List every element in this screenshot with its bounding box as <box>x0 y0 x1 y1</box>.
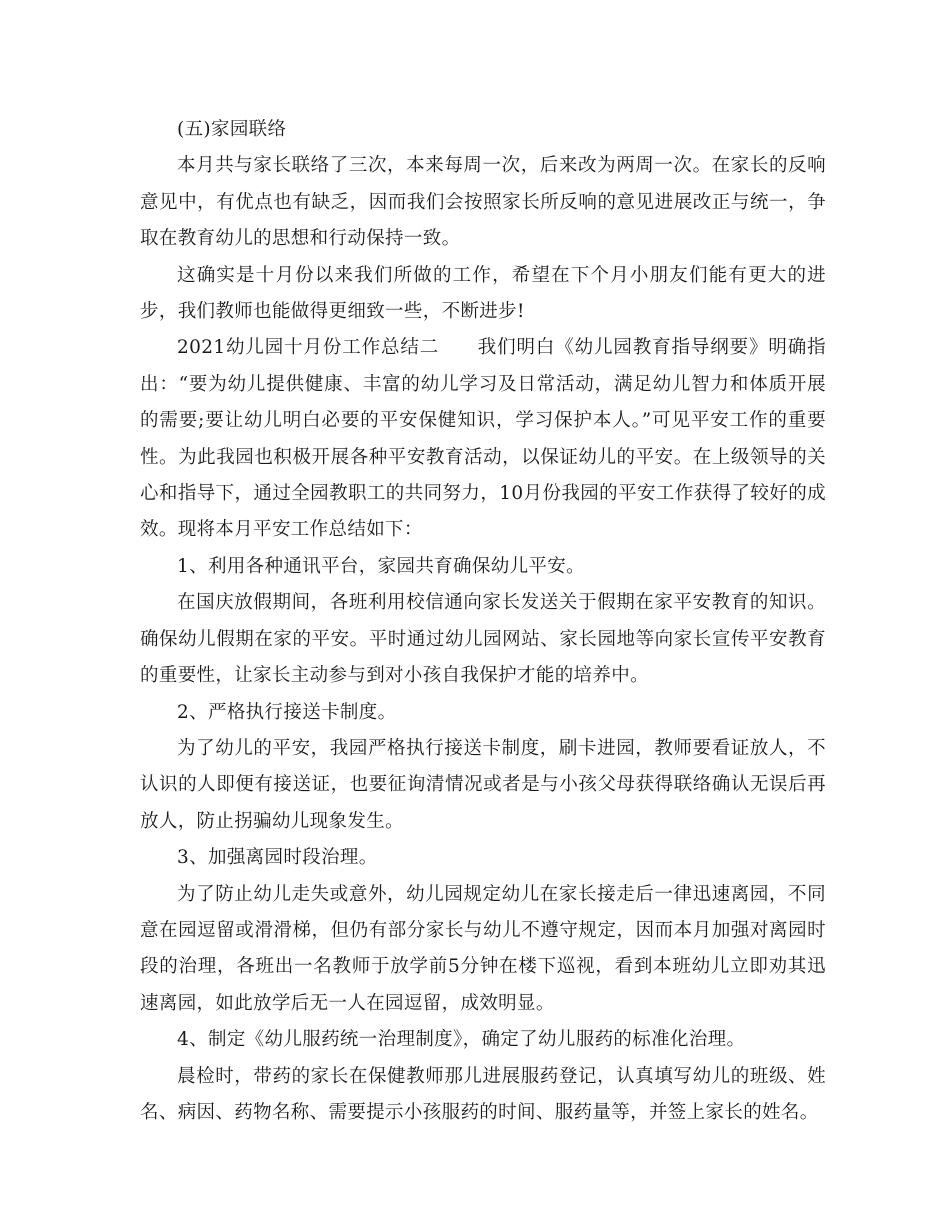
paragraph-text: 我们明白《幼儿园教育指导纲要》明确指出：“要为幼儿提供健康、丰富的幼儿学习及日常活动，满足幼儿智力和体质开展的需要;要让幼儿明白必要的平安保健知识，学习保护本人。”可见平安工作的重要性。为此我园也积极开展各种平安教育活动，以保证幼儿的平安。在上级领导的关心和指导下，通过全园教职工的共同努力，10月份我园的平安工作获得了较好的成效。现将本月平安工作总结如下： <box>140 337 826 541</box>
list-heading: 1、利用各种通讯平台，家园共育确保幼儿平安。 <box>177 555 585 577</box>
list-heading: 2、严格执行接送卡制度。 <box>177 701 397 723</box>
paragraph: 为了幼儿的平安，我园严格执行接送卡制度，刷卡进园，教师要看证放人，不认识的人即便有接送证，也要征询清情况或者是与小孩父母获得联络确认无误后再放人，防止拐骗幼儿现象发生。 <box>140 737 826 832</box>
document-body <box>140 112 826 1131</box>
paragraph: 为了防止幼儿走失或意外，幼儿园规定幼儿在家长接走后一律迅速离园，不同意在园逗留或滑滑梯，但仍有部分家长与幼儿不遵守规定，因而本月加强对离园时段的治理，各班出一名教师于放学前5分钟在楼下巡视，看到本班幼儿立即劝其迅速离园，如此放学后无一人在园逗留，成效明显。 <box>140 883 826 1014</box>
list-heading: 4、制定《幼儿服药统一治理制度》，确定了幼儿服药的标准化治理。 <box>177 1029 746 1051</box>
paragraph: 本月共与家长联络了三次，本来每周一次，后来改为两周一次。在家长的反响意见中，有优点也有缺乏，因而我们会按照家长所反响的意见进展改正与统一，争取在教育幼儿的思想和行动保持一致。 <box>140 155 826 250</box>
paragraph: 晨检时，带药的家长在保健教师那儿进展服药登记，认真填写幼儿的班级、姓名、病因、药物名称、需要提示小孩服药的时间、服药量等，并签上家长的姓名。 <box>140 1065 826 1123</box>
section-heading: (五)家园联络 <box>177 119 287 140</box>
paragraph-with-title <box>140 330 826 548</box>
paragraph: 在国庆放假期间，各班利用校信通向家长发送关于假期在家平安教育的知识。确保幼儿假期在家的平安。平时通过幼儿园网站、家长园地等向家长宣传平安教育的重要性，让家长主动参与到对小孩自我保护才能的培养中。 <box>140 592 826 687</box>
summary-title: 2021幼儿园十月份工作总结二 <box>177 337 440 359</box>
list-heading: 3、加强离园时段治理。 <box>177 847 378 869</box>
paragraph: 这确实是十月份以来我们所做的工作，希望在下个月小朋友们能有更大的进步，我们教师也能做得更细致一些，不断进步! <box>140 264 826 323</box>
